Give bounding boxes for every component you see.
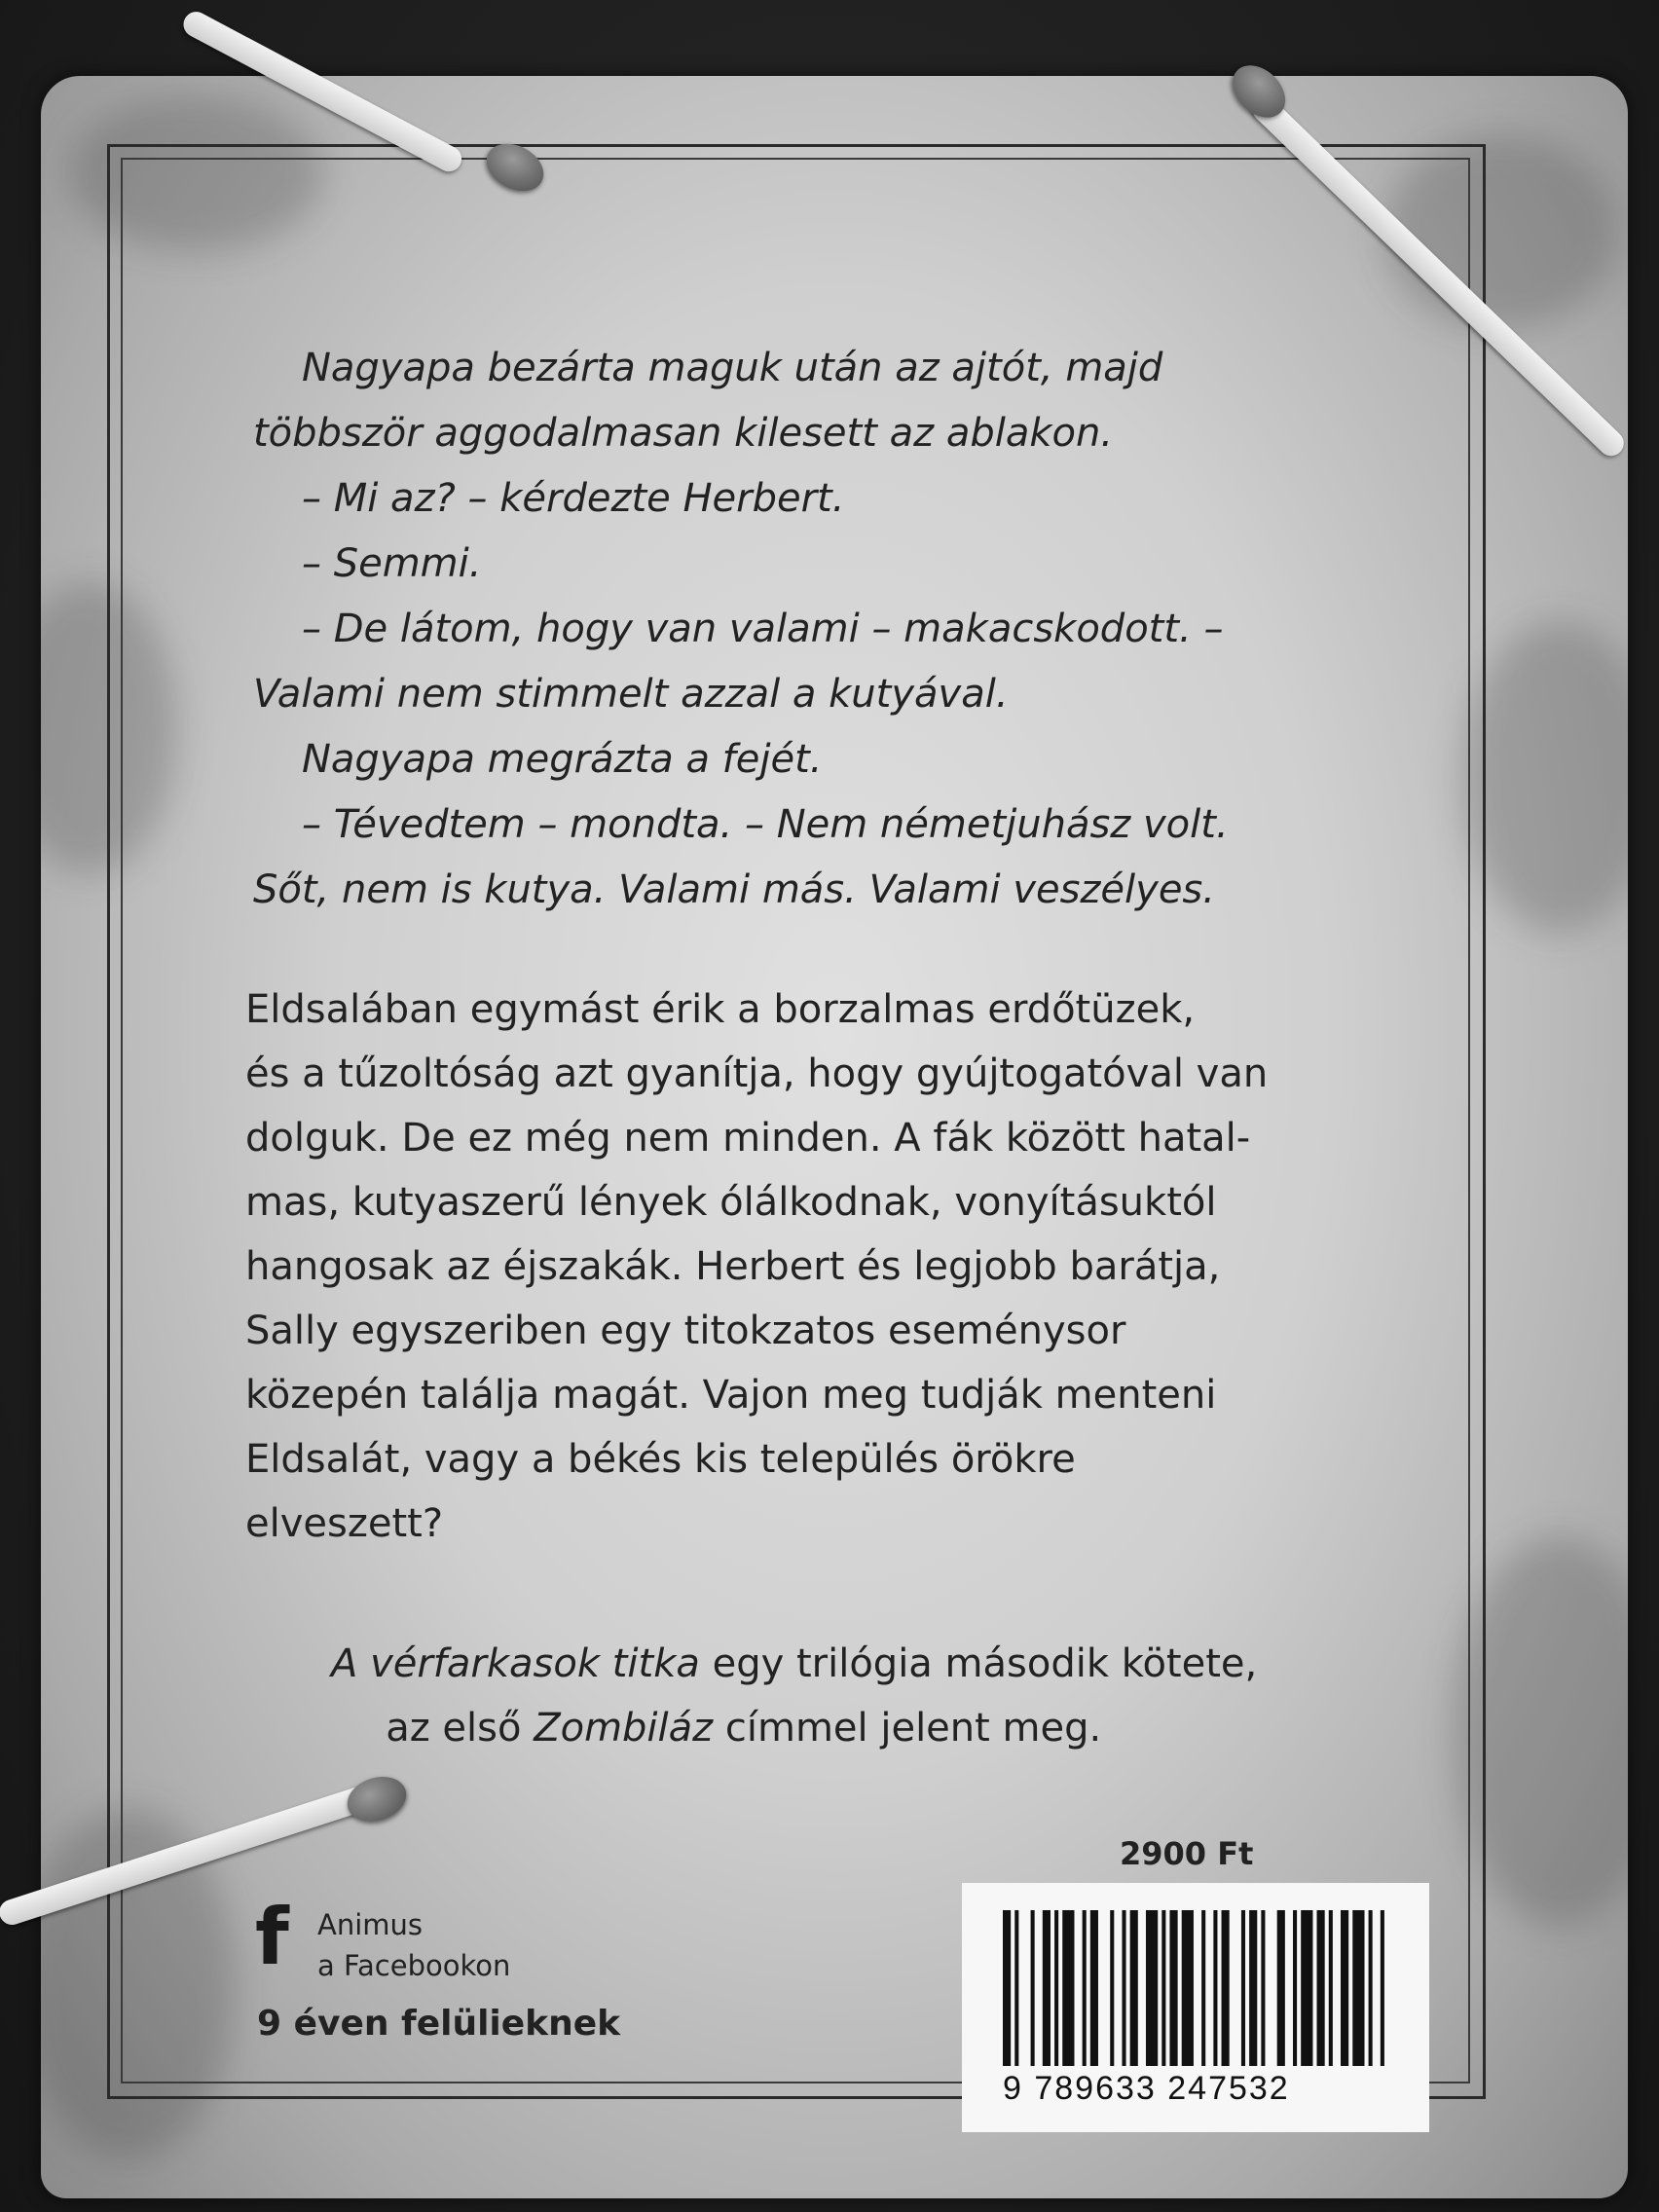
trilogy-text: az első <box>386 1706 535 1751</box>
blurb-line: elveszett? <box>245 1501 444 1546</box>
blurb-line: mas, kutyaszerű lények ólálkodnak, vonyításuktól <box>245 1180 1217 1225</box>
publisher-facebook-note <box>317 1904 510 1986</box>
trilogy-text: címmel jelent meg. <box>713 1706 1102 1751</box>
barcode-bar <box>1122 1910 1125 2066</box>
age-rating: 9 éven felülieknek <box>257 2004 621 2044</box>
barcode-bar <box>1261 1910 1265 2066</box>
facebook-icon: f <box>255 1892 289 1982</box>
excerpt-line: – Tévedtem – mondta. – Nem németjuhász volt. <box>302 802 1229 847</box>
barcode-bar <box>1341 1910 1348 2066</box>
barcode-bar <box>1043 1910 1051 2066</box>
barcode-bar <box>1201 1910 1205 2066</box>
excerpt-line: Valami nem stimmelt azzal a kutyával. <box>253 672 1009 717</box>
facebook-line-1: Animus <box>317 1908 424 1941</box>
barcode-bar <box>1317 1910 1325 2066</box>
barcode-bar <box>1301 1910 1312 2066</box>
barcode-bar <box>1352 1910 1364 2066</box>
barcode-bar <box>1182 1910 1194 2066</box>
excerpt-line: Nagyapa bezárta maguk után az ajtót, majd <box>302 346 1163 390</box>
blurb-line: hangosak az éjszakák. Herbert és legjobb barátja, <box>245 1244 1221 1289</box>
barcode-bar <box>1062 1910 1074 2066</box>
excerpt-line: – De látom, hogy van valami – makacskodott. – <box>302 607 1224 651</box>
trilogy-note <box>331 1632 1257 1760</box>
first-book-title: Zombiláz <box>534 1706 714 1751</box>
excerpt-line: Sőt, nem is kutya. Valami más. Valami veszélyes. <box>253 867 1215 912</box>
trilogy-line-1 <box>331 1632 1257 1696</box>
barcode-bar <box>1110 1910 1114 2066</box>
barcode-bar <box>1249 1910 1257 2066</box>
barcode-bar <box>1241 1910 1245 2066</box>
barcode-icon <box>1001 1910 1390 2066</box>
barcode-bar <box>1130 1910 1138 2066</box>
barcode-bar <box>1369 1910 1373 2066</box>
barcode-bar <box>1003 1910 1011 2066</box>
book-excerpt <box>253 336 1229 923</box>
barcode-bar <box>1054 1910 1058 2066</box>
blurb-line: dolguk. De ez még nem minden. A fák között hatal- <box>245 1116 1251 1161</box>
excerpt-line: – Semmi. <box>302 541 482 586</box>
barcode-bar <box>1146 1910 1158 2066</box>
barcode-bar <box>1213 1910 1217 2066</box>
blurb-line: és a tűzoltóság azt gyanítja, hogy gyújtogatóval van <box>245 1051 1269 1096</box>
trilogy-text: egy trilógia második kötete, <box>699 1641 1258 1686</box>
barcode-bar <box>1293 1910 1297 2066</box>
barcode-bar <box>1161 1910 1165 2066</box>
barcode-bar <box>1277 1910 1285 2066</box>
book-title: A vérfarkasok titka <box>331 1641 700 1686</box>
barcode-bar <box>1329 1910 1333 2066</box>
facebook-line-2: a Facebookon <box>317 1949 511 1982</box>
excerpt-line: többször aggodalmasan kilesett az ablakon. <box>253 411 1114 456</box>
blurb-line: Sally egyszeriben egy titokzatos eseménysor <box>245 1309 1126 1353</box>
price-label: 2900 Ft <box>1120 1835 1254 1872</box>
barcode-bar <box>1031 1910 1035 2066</box>
barcode-bar <box>1169 1910 1177 2066</box>
blurb-line: közepén találja magát. Vajon meg tudják menteni <box>245 1373 1217 1418</box>
blurb-line: Eldsalában egymást érik a borzalmas erdőtüzek, <box>245 987 1196 1032</box>
barcode-bar <box>1014 1910 1018 2066</box>
blurb-line: Eldsalát, vagy a békés kis település örökre <box>245 1437 1076 1482</box>
excerpt-line: – Mi az? – kérdezte Herbert. <box>302 476 845 521</box>
barcode-bar <box>1090 1910 1098 2066</box>
isbn-digits: 9 789633 247532 <box>1003 2070 1290 2107</box>
barcode-bar <box>1222 1910 1230 2066</box>
barcode-bar <box>1381 1910 1384 2066</box>
book-blurb <box>245 977 1268 1556</box>
excerpt-line: Nagyapa megrázta a fejét. <box>302 737 823 782</box>
barcode-label <box>962 1883 1429 2132</box>
paper-stain <box>1462 621 1628 933</box>
trilogy-line-2 <box>331 1696 1257 1760</box>
barcode-bar <box>1083 1910 1087 2066</box>
